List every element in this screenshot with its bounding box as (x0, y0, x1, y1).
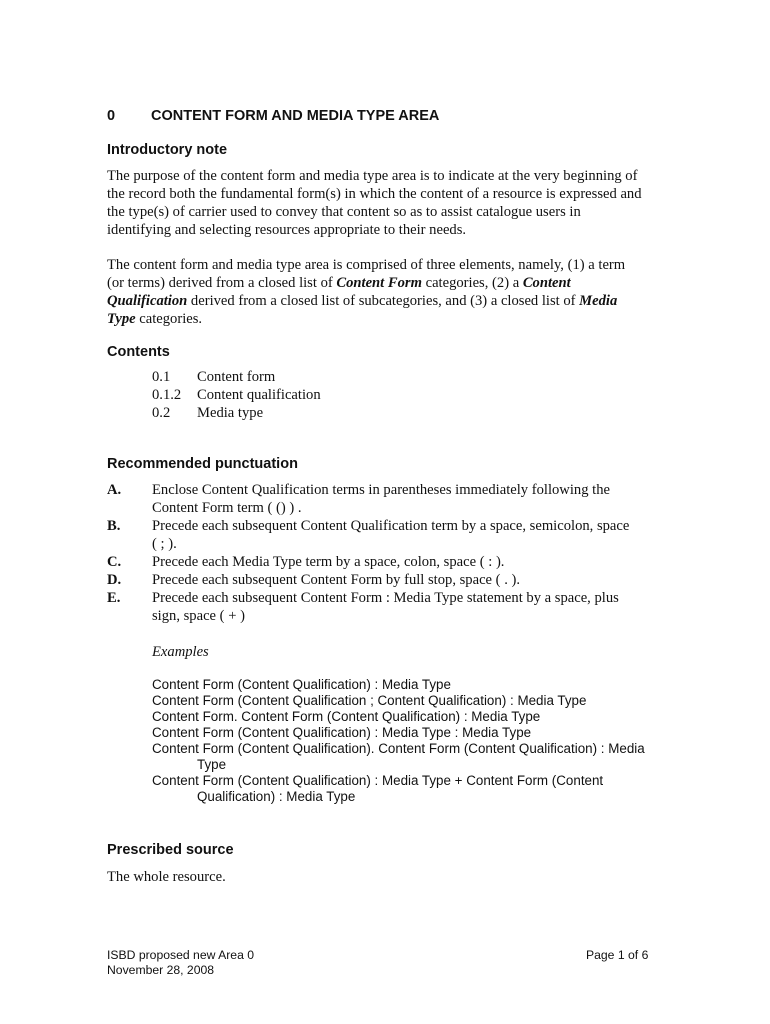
example-line: Content Form (Content Qualification) : Media Type + Content Form (Content (152, 773, 604, 788)
text-line: the type(s) of carrier used to convey that content so as to assist catalogue users in (107, 204, 581, 220)
examples-label: Examples (152, 644, 209, 660)
term-content: Content (522, 275, 571, 291)
intro-paragraph-2 (107, 256, 667, 328)
example-line: Type (197, 757, 227, 772)
contents-heading: Contents (107, 344, 170, 360)
example-line: Content Form (Content Qualification) : Media Type (152, 677, 451, 692)
text-line: identifying and selecting resources appropriate to their needs. (107, 222, 467, 238)
example-line: Content Form. Content Form (Content Qualification) : Media Type (152, 709, 541, 724)
text-line: (or terms) derived from a closed list of Content Form categories, (2) a Content (107, 275, 571, 291)
example-line: Content Form (Content Qualification). Content Form (Content Qualification) : Media (152, 741, 645, 756)
rule-text: Precede each Media Type term by a space, colon, space ( : ). (152, 554, 505, 570)
rule-letter: E. (107, 590, 121, 606)
rule-text: Precede each subsequent Content Qualification term by a space, semicolon, space ( ; ). (152, 518, 630, 552)
text-line: Qualification derived from a closed list of subcategories, and (3) a closed list of Media (107, 293, 618, 309)
term-qualification: Qualification (107, 293, 188, 309)
rule-letter: D. (107, 572, 122, 588)
footer-date: November 28, 2008 (107, 963, 215, 977)
rule-text: Precede each subsequent Content Form : Media Type statement by a space, plus sign, space ( + ) (152, 590, 619, 624)
text-line: The content form and media type area is comprised of three elements, namely, (1) a term (107, 257, 626, 273)
page-number: Page 1 of 6 (586, 948, 649, 962)
examples-list (152, 677, 645, 805)
contents-item[interactable]: 0.2 Media type (152, 405, 264, 421)
footer-doc-title: ISBD proposed new Area 0 (107, 948, 255, 962)
contents-item[interactable]: 0.1 Content form (152, 369, 276, 385)
term-type: Type (107, 311, 136, 327)
rule-letter: B. (107, 518, 121, 534)
footer-left (107, 948, 254, 978)
rule-letter: A. (107, 482, 122, 498)
rule-text: Enclose Content Qualification terms in parentheses immediately following the Content Form term ( () ) . (152, 482, 610, 516)
example-line: Content Form (Content Qualification) : Media Type : Media Type (152, 725, 532, 740)
source-heading: Prescribed source (107, 842, 234, 858)
text-line: The purpose of the content form and media type area is to indicate at the very beginning of (107, 168, 638, 184)
punctuation-heading: Recommended punctuation (107, 456, 298, 472)
source-text: The whole resource. (107, 869, 226, 885)
term-content-form: Content Form (336, 275, 422, 291)
text-line: the record both the fundamental form(s) in which the content of a resource is expressed and (107, 186, 642, 202)
intro-heading: Introductory note (107, 142, 228, 158)
rule-text: Precede each subsequent Content Form by full stop, space ( . ). (152, 572, 520, 588)
page-title: CONTENT FORM AND MEDIA TYPE AREA (151, 108, 440, 124)
example-line: Qualification) : Media Type (197, 789, 356, 804)
contents-list (152, 368, 321, 422)
contents-item[interactable]: 0.1.2 Content qualification (152, 387, 321, 403)
text-line: Type categories. (107, 311, 203, 327)
rule-letter: C. (107, 554, 122, 570)
section-number: 0 (107, 108, 116, 124)
example-line: Content Form (Content Qualification ; Content Qualification) : Media Type (152, 693, 587, 708)
term-media: Media (579, 293, 618, 309)
intro-paragraph-1 (107, 167, 667, 239)
